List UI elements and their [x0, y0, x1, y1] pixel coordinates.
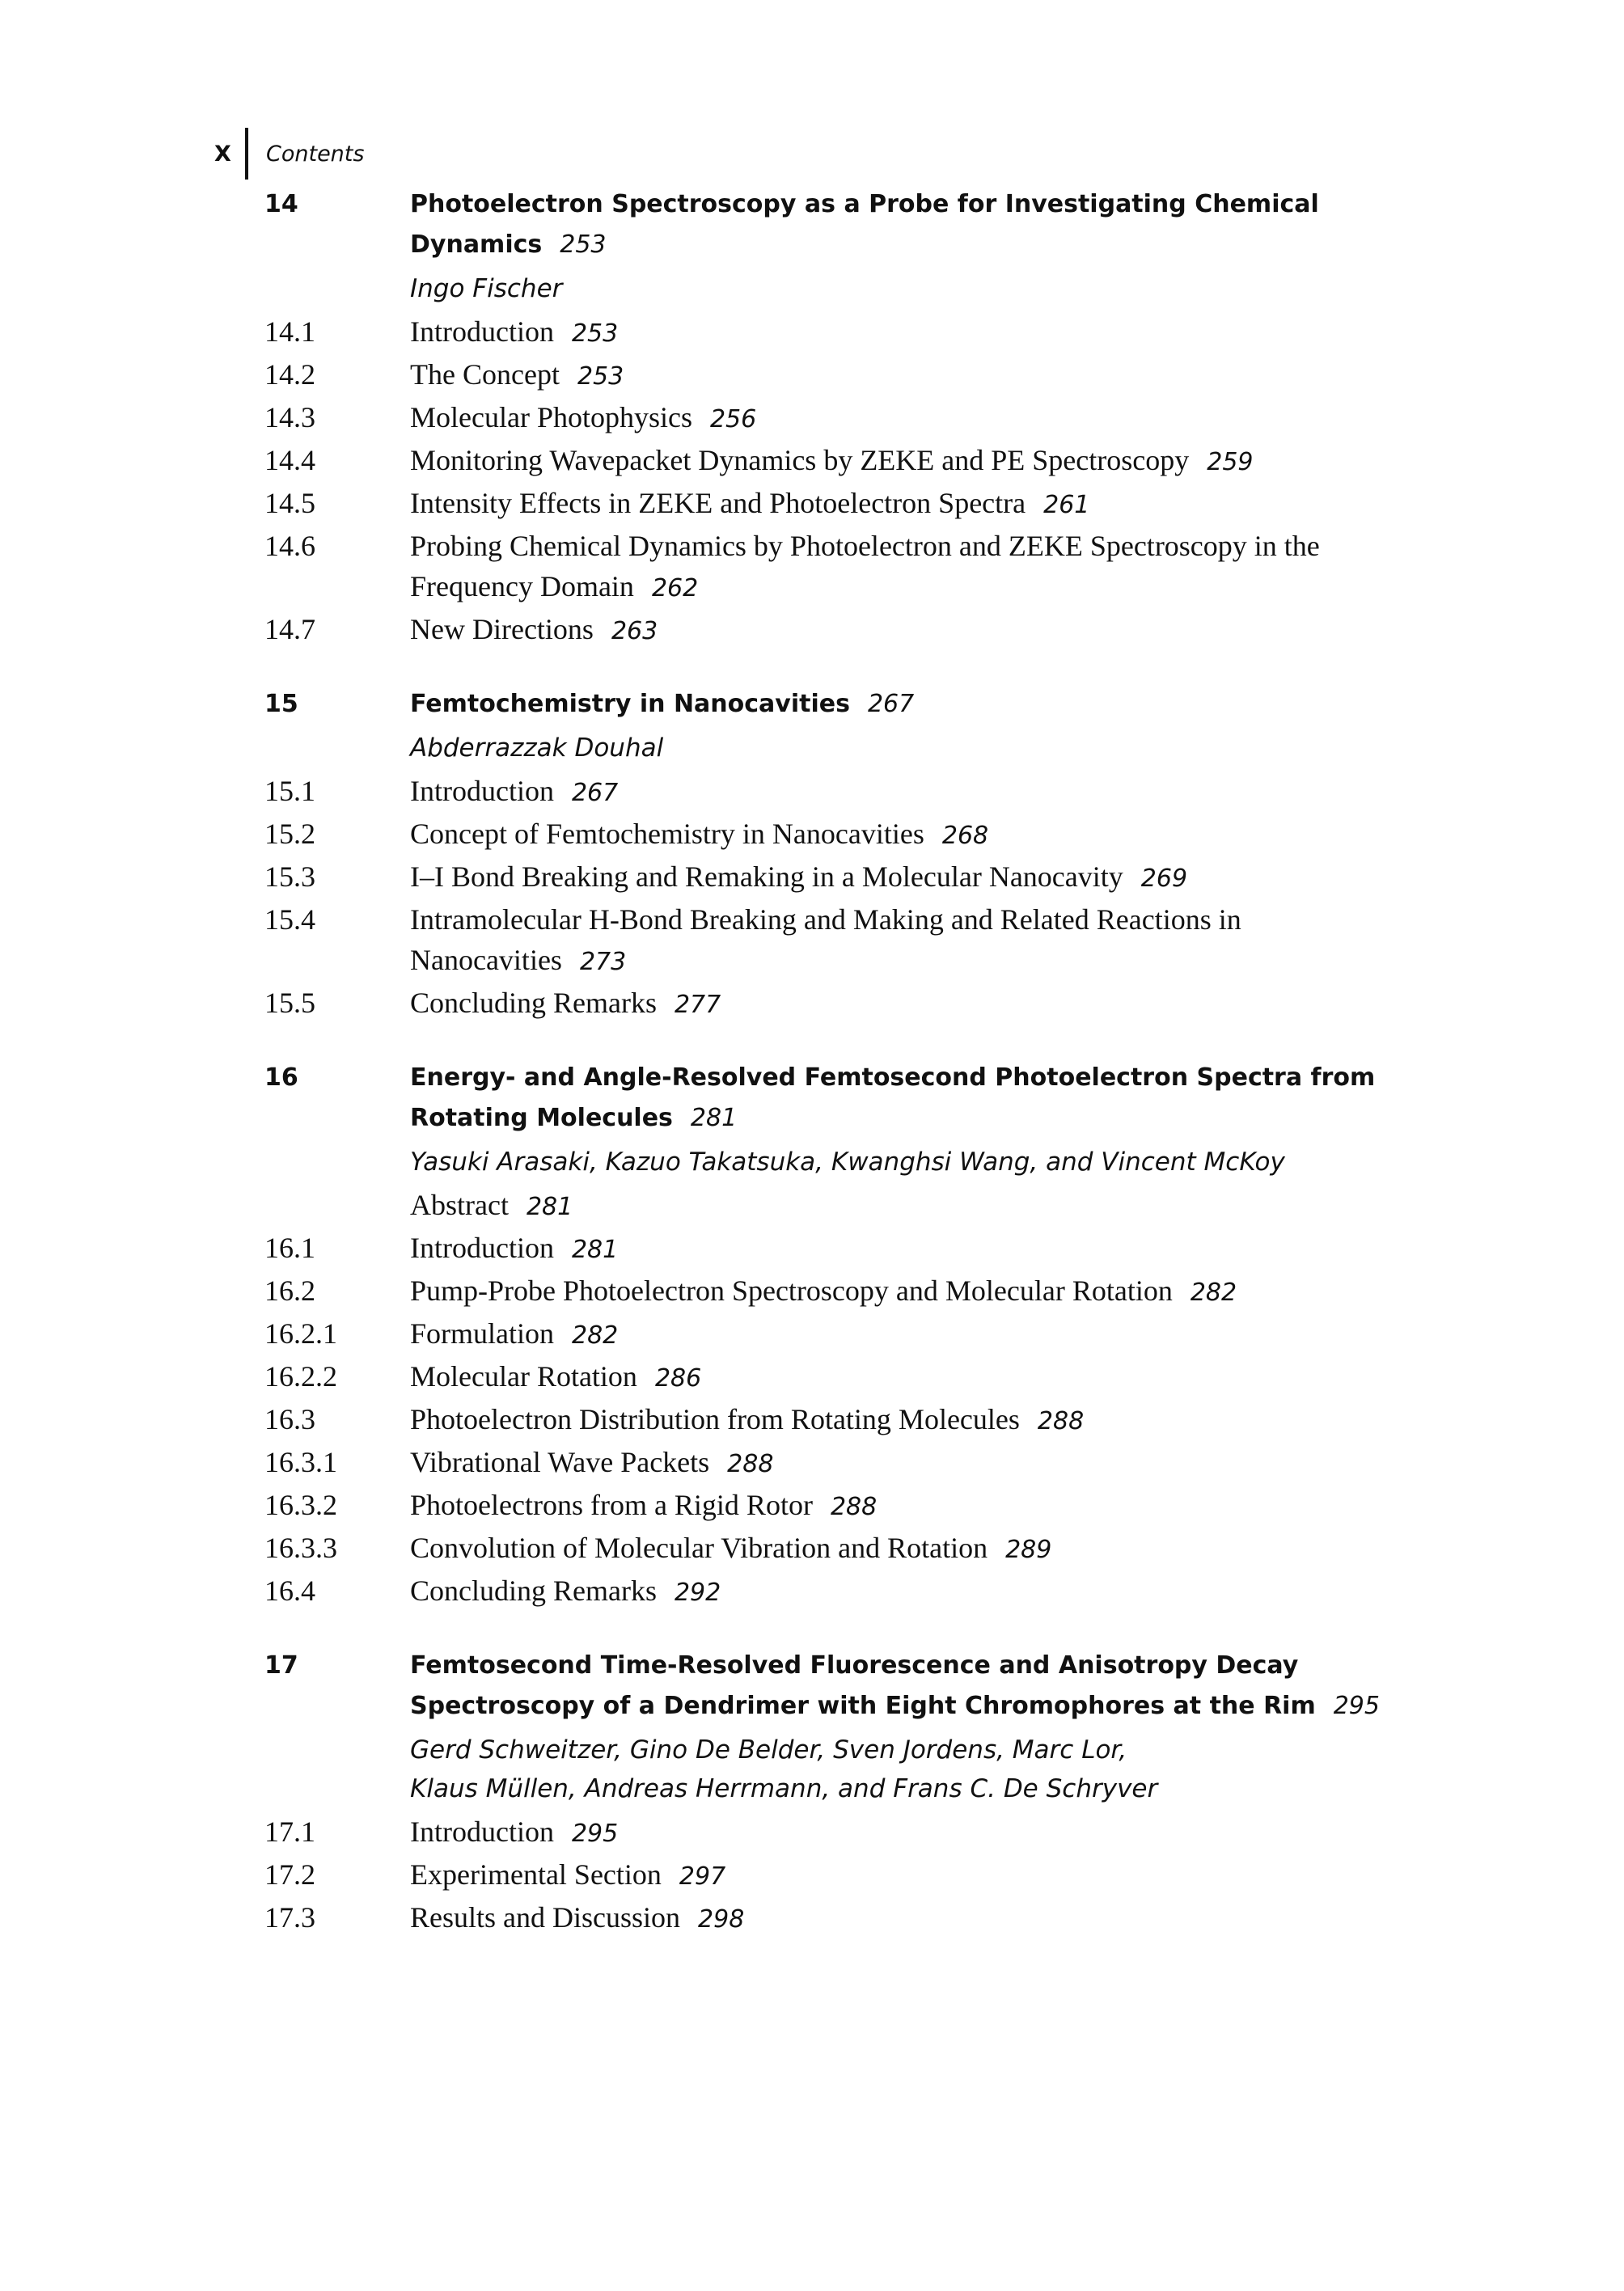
- chapter-block: [264, 1058, 1381, 1613]
- section-title-wrap: [410, 856, 1381, 899]
- section-page-number: 288: [1037, 1407, 1085, 1435]
- chapter-number: 14: [264, 190, 298, 218]
- toc-entry[interactable]: [264, 1570, 1381, 1613]
- section-number: 15.4: [264, 903, 315, 936]
- toc-entry[interactable]: [264, 814, 1381, 856]
- author-line: Gerd Schweitzer, Gino De Belder, Sven Jordens, Marc Lor,: [410, 1735, 1127, 1765]
- section-page-number: 289: [1005, 1536, 1052, 1564]
- section-title-wrap: [410, 311, 1381, 354]
- section-title: Intramolecular H-Bond Breaking and Making and Related Reactions in Nanocavities: [410, 903, 1241, 976]
- section-number: 14.7: [264, 613, 315, 645]
- chapter-title-link[interactable]: [410, 1646, 1381, 1727]
- author-line: Yasuki Arasaki, Kazuo Takatsuka, Kwanghsi Wang, and Vincent McKoy: [410, 1148, 1285, 1177]
- section-title-wrap: [410, 483, 1381, 526]
- running-head-title: Contents: [266, 141, 365, 167]
- section-number: 16.3.1: [264, 1446, 337, 1478]
- chapter-number: 15: [264, 690, 298, 718]
- running-head: [214, 125, 364, 182]
- section-title-wrap: [410, 983, 1381, 1025]
- section-title: Photoelectrons from a Rigid Rotor: [410, 1489, 813, 1521]
- section-title: Abstract: [410, 1189, 509, 1221]
- section-number: [264, 1185, 410, 1228]
- chapter-heading: [264, 184, 1381, 265]
- section-title-wrap: [410, 1356, 1381, 1399]
- chapter-authors: [410, 269, 1381, 308]
- section-page-number: 256: [709, 405, 757, 433]
- chapter-page-number: 295: [1333, 1692, 1380, 1720]
- section-number: 16.4: [264, 1575, 315, 1607]
- section-title-wrap: [410, 899, 1381, 983]
- section-title: Vibrational Wave Packets: [410, 1446, 710, 1478]
- section-page-number: 269: [1140, 864, 1188, 893]
- chapter-authors: [410, 729, 1381, 767]
- toc-entry[interactable]: [264, 1270, 1381, 1313]
- section-title-wrap: [410, 814, 1381, 856]
- section-title-wrap: [410, 1528, 1381, 1570]
- section-title: Introduction: [410, 1815, 554, 1848]
- toc-entry[interactable]: [264, 526, 1381, 609]
- section-title: Photoelectron Distribution from Rotating Molecules: [410, 1403, 1020, 1435]
- section-title: Introduction: [410, 1232, 554, 1264]
- toc-entry[interactable]: [264, 397, 1381, 440]
- chapter-page-number: 267: [867, 690, 915, 718]
- chapter-page-number: 253: [560, 230, 607, 259]
- section-title-wrap: [410, 1854, 1381, 1897]
- section-page-number: 259: [1207, 448, 1254, 476]
- section-title-wrap: [410, 354, 1381, 397]
- toc-entry[interactable]: [264, 440, 1381, 483]
- section-title: Concluding Remarks: [410, 1575, 657, 1607]
- section-page-number: 253: [571, 319, 619, 348]
- toc-entry[interactable]: [264, 1485, 1381, 1528]
- section-number: 16.2: [264, 1274, 315, 1307]
- section-title: Molecular Rotation: [410, 1360, 637, 1393]
- chapter-block: [264, 1646, 1381, 1940]
- section-number: 16.2.2: [264, 1360, 337, 1393]
- section-number: 14.2: [264, 358, 315, 391]
- chapter-number: 17: [264, 1651, 298, 1680]
- toc-entry[interactable]: [264, 1442, 1381, 1485]
- toc-entry[interactable]: [264, 1897, 1381, 1940]
- section-number: 16.3.2: [264, 1489, 337, 1521]
- section-title-wrap: [410, 1399, 1381, 1442]
- chapter-title-link[interactable]: [410, 184, 1381, 265]
- section-number: 16.3.3: [264, 1532, 337, 1564]
- section-title: Introduction: [410, 315, 554, 348]
- section-title: The Concept: [410, 358, 560, 391]
- section-title-wrap: [410, 1228, 1381, 1270]
- section-page-number: 288: [727, 1450, 774, 1478]
- section-title-wrap: [410, 1313, 1381, 1356]
- section-title-wrap: [410, 440, 1381, 483]
- section-title: Pump-Probe Photoelectron Spectroscopy and Molecular Rotation: [410, 1274, 1173, 1307]
- toc-entry[interactable]: [264, 609, 1381, 652]
- section-title: Convolution of Molecular Vibration and Rotation: [410, 1532, 988, 1564]
- section-number: 17.1: [264, 1815, 315, 1848]
- section-title-wrap: [410, 1270, 1381, 1313]
- header-rule: [245, 128, 248, 180]
- section-page-number: 277: [674, 991, 721, 1019]
- section-number: 15.3: [264, 860, 315, 893]
- toc-entry[interactable]: [264, 983, 1381, 1025]
- section-title: Monitoring Wavepacket Dynamics by ZEKE and PE Spectroscopy: [410, 444, 1190, 476]
- chapter-heading: [264, 1646, 1381, 1727]
- section-title: Intensity Effects in ZEKE and Photoelectron Spectra: [410, 487, 1026, 519]
- section-number: 17.2: [264, 1858, 315, 1891]
- author-line: Abderrazzak Douhal: [410, 733, 664, 763]
- section-number: 15.1: [264, 775, 315, 807]
- section-page-number: 282: [572, 1321, 619, 1350]
- section-number: 15.2: [264, 818, 315, 850]
- section-number: 14.5: [264, 487, 315, 519]
- section-number: 17.3: [264, 1901, 315, 1934]
- chapter-title-link[interactable]: [410, 1058, 1381, 1139]
- section-title-wrap: [410, 771, 1381, 814]
- toc-entry[interactable]: [264, 1228, 1381, 1270]
- toc-entry[interactable]: [264, 899, 1381, 983]
- section-page-number: 292: [674, 1579, 721, 1607]
- author-line: Klaus Müllen, Andreas Herrmann, and Frans C. De Schryver: [410, 1774, 1158, 1803]
- chapter-block: [264, 184, 1381, 652]
- section-title-wrap: [410, 397, 1381, 440]
- section-title: I–I Bond Breaking and Remaking in a Molecular Nanocavity: [410, 860, 1123, 893]
- section-number: 14.4: [264, 444, 315, 476]
- toc-entry[interactable]: [264, 1528, 1381, 1570]
- page-folio: X: [214, 141, 231, 167]
- section-title: Formulation: [410, 1317, 554, 1350]
- section-page-number: 295: [571, 1820, 619, 1848]
- section-title-wrap: [410, 1185, 1381, 1228]
- section-page-number: 253: [577, 362, 624, 391]
- section-page-number: 267: [571, 779, 619, 807]
- chapter-title-link[interactable]: [410, 684, 1381, 725]
- toc-entry[interactable]: [264, 1811, 1381, 1854]
- author-line: Ingo Fischer: [410, 274, 563, 303]
- table-of-contents: [264, 184, 1381, 1972]
- section-page-number: 262: [651, 574, 699, 602]
- toc-entry[interactable]: [264, 311, 1381, 354]
- section-title: Introduction: [410, 775, 554, 807]
- section-number: 15.5: [264, 987, 315, 1019]
- section-title: Probing Chemical Dynamics by Photoelectron and ZEKE Spectroscopy in the Frequency Domain: [410, 530, 1320, 602]
- chapter-number: 16: [264, 1063, 298, 1092]
- section-title: New Directions: [410, 613, 594, 645]
- toc-entry[interactable]: [264, 483, 1381, 526]
- section-page-number: 261: [1043, 491, 1090, 519]
- section-title: Molecular Photophysics: [410, 401, 692, 433]
- section-title: Results and Discussion: [410, 1901, 681, 1934]
- chapter-title: Photoelectron Spectroscopy as a Probe for Investigating Chemical Dynamics: [410, 190, 1319, 259]
- chapter-page-number: 281: [690, 1104, 738, 1132]
- toc-entry[interactable]: [264, 1356, 1381, 1399]
- toc-entry[interactable]: [264, 856, 1381, 899]
- section-page-number: 288: [830, 1493, 878, 1521]
- section-title: Experimental Section: [410, 1858, 662, 1891]
- toc-entry[interactable]: [264, 1185, 1381, 1228]
- section-title-wrap: [410, 1570, 1381, 1613]
- toc-entry[interactable]: [264, 354, 1381, 397]
- toc-entry[interactable]: [264, 1313, 1381, 1356]
- section-title: Concept of Femtochemistry in Nanocavities: [410, 818, 924, 850]
- section-page-number: 263: [611, 617, 658, 645]
- section-page-number: 297: [679, 1862, 726, 1891]
- section-page-number: 298: [698, 1905, 745, 1934]
- section-page-number: 281: [571, 1236, 619, 1264]
- section-page-number: 268: [941, 822, 989, 850]
- section-number: 16.1: [264, 1232, 315, 1264]
- toc-entry[interactable]: [264, 771, 1381, 814]
- section-number: 16.3: [264, 1403, 315, 1435]
- toc-entry[interactable]: [264, 1399, 1381, 1442]
- section-number: 14.1: [264, 315, 315, 348]
- chapter-title: Energy- and Angle-Resolved Femtosecond Photoelectron Spectra from Rotating Molecules: [410, 1063, 1376, 1132]
- section-title-wrap: [410, 526, 1381, 609]
- section-title-wrap: [410, 1897, 1381, 1940]
- section-title-wrap: [410, 1811, 1381, 1854]
- section-page-number: 286: [654, 1364, 702, 1393]
- chapter-authors: [410, 1143, 1381, 1181]
- section-page-number: 281: [526, 1193, 573, 1221]
- chapter-authors: [410, 1731, 1381, 1808]
- section-title-wrap: [410, 1485, 1381, 1528]
- chapter-title: Femtochemistry in Nanocavities: [410, 690, 850, 718]
- chapter-heading: [264, 684, 1381, 725]
- section-title: Concluding Remarks: [410, 987, 657, 1019]
- section-title-wrap: [410, 609, 1381, 652]
- section-title-wrap: [410, 1442, 1381, 1485]
- section-number: 16.2.1: [264, 1317, 337, 1350]
- section-number: 14.6: [264, 530, 315, 562]
- section-page-number: 282: [1190, 1279, 1237, 1307]
- chapter-heading: [264, 1058, 1381, 1139]
- chapter-block: [264, 684, 1381, 1025]
- chapter-title: Femtosecond Time-Resolved Fluorescence and Anisotropy Decay Spectroscopy of a Dendrimer with Eight Chromophores at the Rim: [410, 1651, 1316, 1720]
- section-page-number: 273: [579, 948, 627, 976]
- toc-entry[interactable]: [264, 1854, 1381, 1897]
- section-number: 14.3: [264, 401, 315, 433]
